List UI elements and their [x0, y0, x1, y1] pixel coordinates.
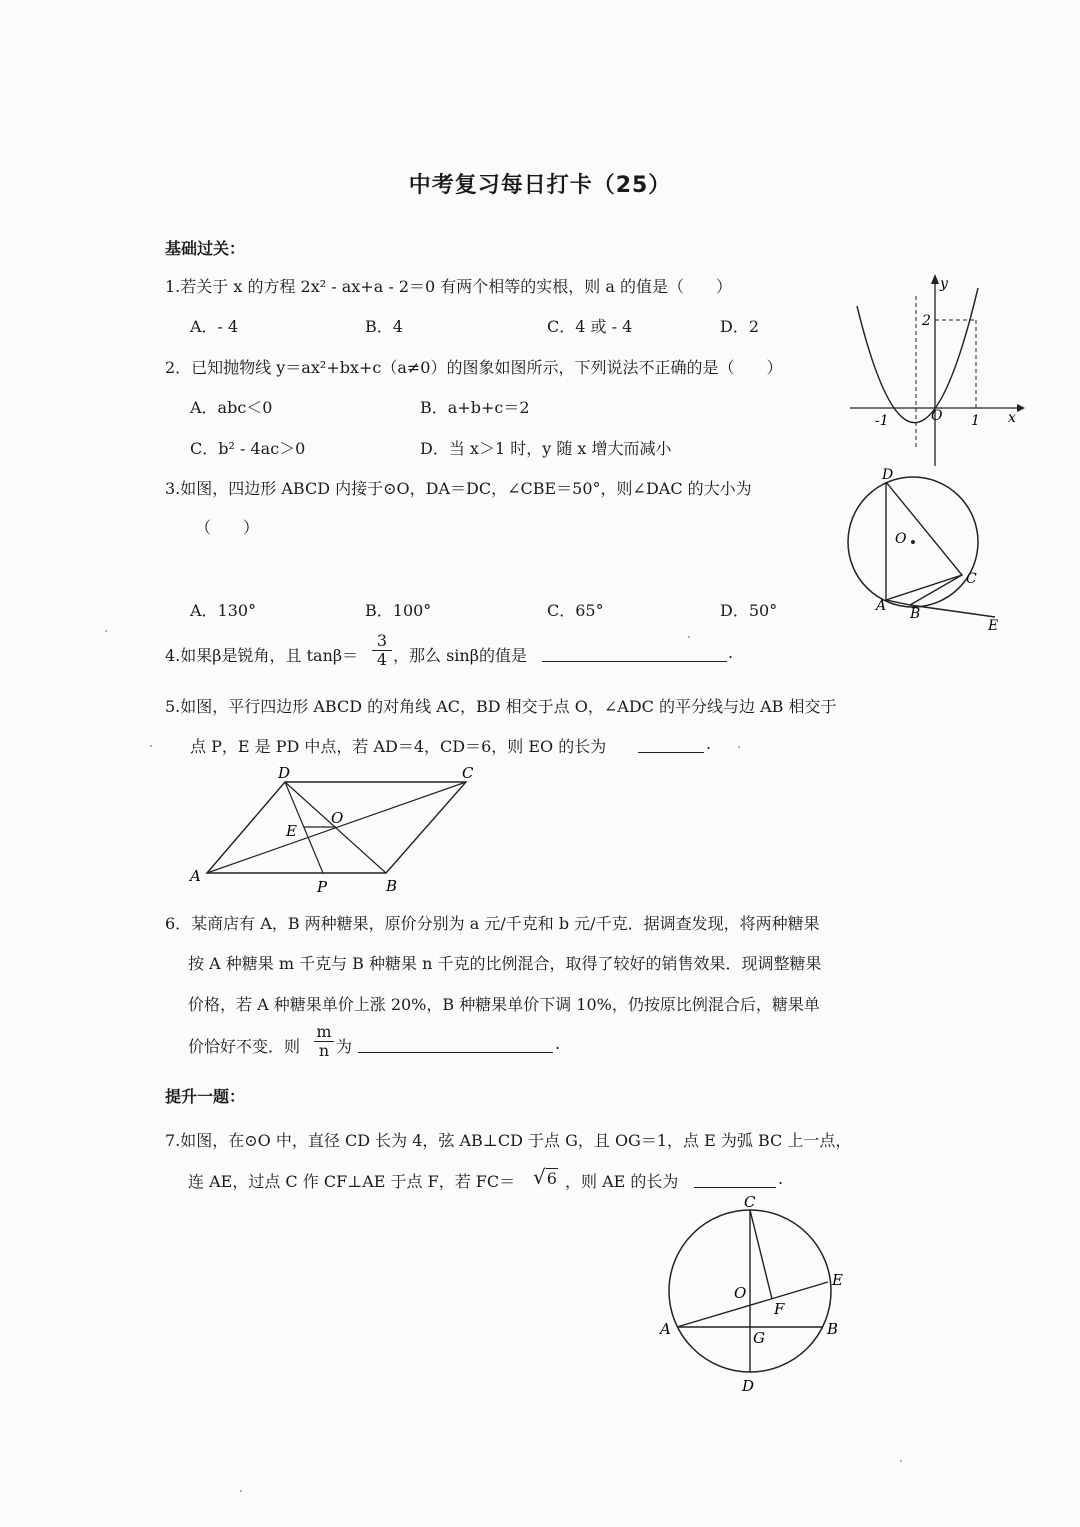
q6-line3: 价格，若 A 种糖果单价上涨 20%，B 种糖果单价下调 10%，仍按原比例混合后，糖果单 — [188, 995, 820, 1014]
q7-label-d: D — [742, 1377, 755, 1395]
q6-period: . — [555, 1034, 561, 1053]
q7-label-f: F — [774, 1300, 785, 1318]
q5-line1: 5.如图，平行四边形 ABCD 的对角线 AC，BD 相交于点 O，∠ADC 的平分线与边 AB 相交于 — [165, 697, 837, 716]
q7-label-a: A — [660, 1320, 671, 1338]
q4-fraction-numerator: 3 — [376, 631, 388, 650]
q4-answer-blank[interactable] — [542, 645, 727, 662]
q7-sqrt — [533, 1165, 558, 1189]
q4-text-before: 4.如果β是锐角，且 tanβ＝ — [165, 646, 359, 665]
page-title: 中考复习每日打卡（25） — [408, 173, 672, 198]
q5-label-a: A — [190, 867, 201, 885]
q5-label-o: O — [331, 809, 344, 827]
q7-label-o: O — [734, 1284, 747, 1302]
q7-segment-cf — [750, 1210, 772, 1299]
q5-parallelogram-figure — [180, 760, 490, 900]
q3-answer-paren: （ ） — [195, 518, 260, 537]
q7-radicand: 6 — [546, 1169, 557, 1188]
scan-speck — [240, 1490, 242, 1492]
q3-label-e: E — [988, 618, 999, 634]
q3-stem: 3.如图，四边形 ABCD 内接于⊙O，DA＝DC，∠CBE＝50°，则∠DAC 的大小为 — [165, 479, 752, 498]
q7-chord-ae — [677, 1282, 828, 1327]
q1-option-a: A．- 4 — [190, 317, 239, 336]
tick-label-1: 1 — [971, 413, 980, 429]
q7-label-e: E — [832, 1271, 843, 1289]
q4-period: . — [728, 643, 734, 662]
q5-label-c: C — [462, 764, 474, 782]
q5-line2: 点 P，E 是 PD 中点，若 AD＝4，CD＝6，则 EO 的长为 — [190, 737, 607, 756]
q2-option-b: B．a+b+c＝2 — [420, 398, 530, 417]
q3-center-point — [911, 540, 915, 544]
q5-label-e: E — [286, 822, 297, 840]
q6-text-after: 为 — [336, 1037, 353, 1056]
q3-option-c: C．65° — [547, 601, 604, 620]
q2-stem: 2．已知抛物线 y＝ax²+bx+c（a≠0）的图象如图所示，下列说法不正确的是（ ） — [165, 358, 783, 377]
q3-label-a: A — [876, 598, 887, 614]
tick-label-y2: 2 — [922, 313, 931, 329]
q6-fraction — [314, 1023, 334, 1060]
y-axis-arrow-icon — [931, 274, 939, 284]
scan-speck — [105, 630, 107, 632]
q3-chord-abc — [886, 575, 962, 605]
q3-label-b: B — [910, 606, 921, 622]
q6-answer-blank[interactable] — [358, 1036, 553, 1053]
q6-line2: 按 A 种糖果 m 千克与 B 种糖果 n 千克的比例混合，取得了较好的销售效果．现调整糖果 — [188, 954, 822, 973]
q1-option-d: D．2 — [720, 317, 760, 336]
radical-icon: √ — [533, 1165, 546, 1189]
q3-option-b: B．100° — [365, 601, 432, 620]
section-advanced-heading: 提升一题： — [165, 1087, 246, 1106]
q7-line1: 7.如图，在⊙O 中，直径 CD 长为 4，弦 AB⊥CD 于点 G，且 OG＝1，点 E 为弧 BC 上一点， — [165, 1131, 852, 1150]
q3-label-d: D — [882, 467, 894, 483]
section-basic-heading: 基础过关： — [165, 239, 246, 258]
q7-text-after: ，则 AE 的长为 — [565, 1172, 679, 1191]
parabola-curve — [857, 288, 978, 423]
q3-label-o: O — [895, 531, 907, 547]
q1-stem: 1.若关于 x 的方程 2x² - ax+a - 2＝0 有两个相等的实根，则 a 的值是（ ） — [165, 277, 732, 296]
q1-option-c: C．4 或 - 4 — [547, 317, 633, 336]
tick-label-neg1: -1 — [875, 413, 889, 429]
x-axis-label: x — [1008, 410, 1016, 426]
scan-speck — [688, 636, 690, 638]
x-axis-arrow-icon — [1017, 404, 1025, 412]
q7-label-g: G — [753, 1329, 765, 1347]
q4-text-after: ，那么 sinβ的值是 — [393, 646, 527, 665]
q6-fraction-numerator: m — [316, 1022, 332, 1041]
scan-speck — [738, 746, 740, 748]
q7-answer-blank[interactable] — [694, 1171, 776, 1188]
q4-fraction-denominator: 4 — [372, 650, 392, 669]
q6-line1: 6．某商店有 A，B 两种糖果，原价分别为 a 元/千克和 b 元/千克．据调查发现，将两种糖果 — [165, 914, 820, 933]
q7-circle-figure — [655, 1195, 855, 1395]
scan-speck — [150, 745, 152, 747]
q4-fraction — [372, 632, 392, 669]
q2-option-c: C．b² - 4ac＞0 — [190, 439, 306, 458]
q7-label-c: C — [744, 1195, 756, 1211]
q6-fraction-denominator: n — [314, 1041, 334, 1060]
q5-label-b: B — [386, 877, 398, 895]
q2-option-a: A．abc＜0 — [190, 398, 273, 417]
q7-label-b: B — [827, 1320, 839, 1338]
origin-label: O — [931, 408, 943, 424]
q5-label-d: D — [278, 764, 291, 782]
q3-circle-figure — [840, 460, 1020, 638]
scan-speck — [900, 1460, 902, 1462]
parabola-figure — [845, 268, 1025, 468]
q7-period: . — [778, 1169, 784, 1188]
q5-period: . — [706, 734, 712, 753]
q1-option-b: B．4 — [365, 317, 403, 336]
q5-answer-blank[interactable] — [638, 736, 704, 753]
y-axis-label: y — [940, 276, 948, 292]
q7-text-before: 连 AE，过点 C 作 CF⊥AE 于点 F，若 FC＝ — [188, 1172, 516, 1191]
q3-ray-be — [910, 605, 995, 617]
q6-text-before: 价恰好不变．则 — [188, 1037, 301, 1056]
q3-option-d: D．50° — [720, 601, 778, 620]
q3-label-c: C — [966, 571, 977, 587]
q2-option-d: D．当 x＞1 时，y 随 x 增大而减小 — [420, 439, 672, 458]
q3-option-a: A．130° — [190, 601, 257, 620]
q5-label-p: P — [317, 878, 328, 896]
